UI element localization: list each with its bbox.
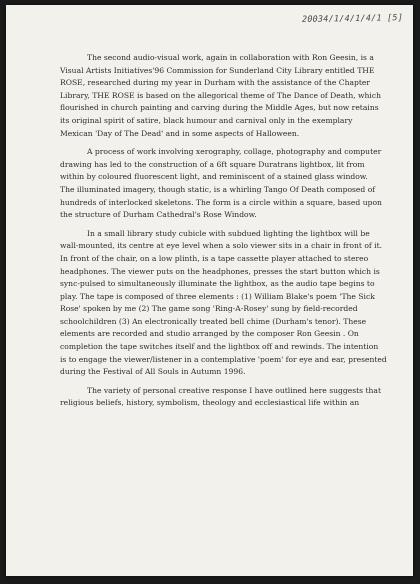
text-line: is to engage the viewer/listener in a contemplative 'poem' for eye and ear, presented <box>60 354 387 364</box>
text-line: Rose' spoken by me (2) The game song 'Ring-A-Rosey' sung by field-recorded <box>60 304 358 314</box>
archive-reference-note: 20034/1/4/1/4/1 [5] <box>301 13 404 25</box>
paragraph-3 <box>60 228 387 379</box>
document-body <box>60 52 387 416</box>
text-line: religious beliefs, history, symbolism, theology and ecclesiastical life within an <box>60 398 360 408</box>
text-line: drawing has led to the construction of a 6ft square Duratrans lightbox, lit from <box>60 159 365 169</box>
text-line: In a small library study cubicle with subdued lighting the lightbox will be <box>87 228 370 238</box>
text-line: The second audio-visual work, again in collaboration with Ron Geesin, is a <box>87 53 374 62</box>
text-line: Visual Artists Initiatives'96 Commission for Sunderland City Library entitled THE <box>60 65 375 75</box>
text-line: the structure of Durham Cathedral's Rose Window. <box>60 210 257 220</box>
text-line: completion the tape switches itself and the lightbox off and rewinds. The intention <box>60 342 379 352</box>
text-line: The variety of personal creative response I have outlined here suggests that <box>87 385 381 395</box>
text-line: flourished in church painting and carving during the Middle Ages, but now retains <box>60 103 379 113</box>
text-line: Library, THE ROSE is based on the allegorical theme of The Dance of Death, which <box>60 90 381 100</box>
text-line: elements are recorded and studio arranged by the composer Ron Geesin . On <box>60 329 359 339</box>
text-line: schoolchildren (3) An electronically treated bell chime (Durham's tenor). These <box>60 316 367 326</box>
text-line: its original spirit of satire, black humour and carnival only in the exemplary <box>60 115 353 125</box>
paragraph-4 <box>60 385 381 410</box>
text-line: within by coloured fluorescent light, and reminiscent of a stained glass window. <box>60 172 368 182</box>
document-page <box>6 5 413 576</box>
text-line: ROSE, researched during my year in Durham with the assistance of the Chapter <box>60 78 371 88</box>
text-line: A process of work involving xerography, collage, photography and computer <box>87 147 382 157</box>
text-line: In front of the chair, on a low plinth, is a tape cassette player attached to stereo <box>60 253 369 263</box>
text-line: wall-mounted, its centre at eye level when a solo viewer sits in a chair in front of it. <box>60 241 383 251</box>
text-line: The illuminated imagery, though static, is a whirling Tango Of Death composed of <box>60 184 376 194</box>
text-line: play. The tape is composed of three elements : (1) William Blake's poem 'The Sick <box>60 291 375 301</box>
text-line: Mexican 'Day of The Dead' and in some aspects of Halloween. <box>60 128 300 138</box>
paragraph-2 <box>60 146 382 222</box>
text-line: hundreds of interlocked skeletons. The form is a circle within a square, based upon <box>60 197 382 207</box>
text-line: during the Festival of All Souls in Autumn 1996. <box>60 367 246 377</box>
paragraph-1 <box>60 52 381 140</box>
text-line: sync-pulsed to simultaneously illuminate the lightbox, as the audio tape begins to <box>60 279 375 289</box>
text-line: headphones. The viewer puts on the headphones, presses the start button which is <box>60 266 380 276</box>
